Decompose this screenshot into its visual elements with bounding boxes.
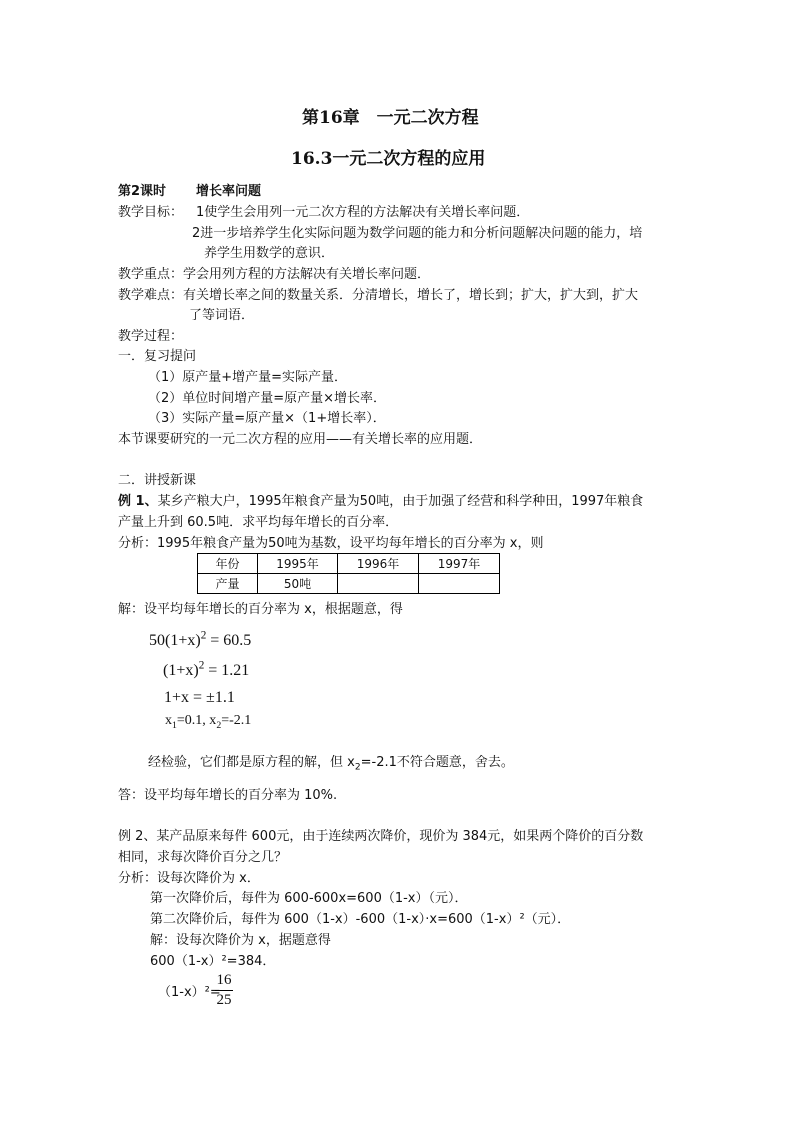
table-cell: 50吨 bbox=[258, 574, 338, 594]
table-cell bbox=[419, 574, 500, 594]
example1-line2: 产量上升到 60.5吨．求平均每年增长的百分率． bbox=[118, 515, 399, 530]
difficulty-cont: 了等词语． bbox=[189, 308, 255, 323]
table-cell: 年份 bbox=[198, 554, 258, 574]
equation-4: $x_1=0.1$, $x_2=-2.1$ bbox=[165, 713, 252, 731]
lesson-topic: 增长率问题 bbox=[196, 184, 262, 199]
key-point: 教学重点：学会用列方程的方法解决有关增长率问题． bbox=[118, 267, 431, 282]
example2-solution: 解：设每次降价为 x，据题意得 bbox=[150, 933, 331, 948]
example1-check: 经检验，它们都是原方程的解，但 $x_2=-2.1$不符合题意，舍去。 bbox=[148, 755, 514, 773]
table-cell: 1996年 bbox=[338, 554, 419, 574]
lesson-label: 第2课时 bbox=[118, 184, 167, 199]
fraction-bar bbox=[215, 990, 233, 991]
equation-1: $50(1+x)^2 = 60.5$ bbox=[149, 629, 252, 649]
review-heading: 一．复习提问 bbox=[118, 349, 197, 364]
table-cell: 产量 bbox=[198, 574, 258, 594]
objective-item-1: 1使学生会用列一元二次方程的方法解决有关增长率问题． bbox=[196, 205, 530, 220]
chapter-title: 第16章 一元二次方程 bbox=[302, 108, 479, 128]
review-summary: 本节课要研究的一元二次方程的应用——有关增长率的应用题． bbox=[118, 432, 483, 447]
table-row bbox=[198, 554, 500, 574]
example2-line2: 相同，求每次降价百分之几？ bbox=[118, 850, 288, 865]
example1-analysis: 分析：1995年粮食产量为50吨为基数，设平均每年增长的百分率为 x，则 bbox=[118, 536, 544, 551]
example1-label: 例 1、 bbox=[118, 494, 158, 509]
objectives-label: 教学目标： bbox=[118, 205, 184, 220]
table-cell: 1995年 bbox=[258, 554, 338, 574]
table-cell: 1997年 bbox=[419, 554, 500, 574]
fraction-numerator: 16 bbox=[216, 972, 232, 988]
example1-answer: 答：设平均每年增长的百分率为 10%. bbox=[118, 788, 338, 803]
example1-text: 某乡产粮大户，1995年粮食产量为50吨，由于加强了经营和科学种田，1997年粮食 bbox=[157, 494, 644, 509]
example2-step2: 第二次降价后，每件为 600（1-x）-600（1-x）·x=600（1-x）²（元）． bbox=[150, 912, 571, 927]
new-lesson-heading: 二．讲授新课 bbox=[118, 473, 197, 488]
example2-eq1: 600（1-x）²=384． bbox=[150, 954, 276, 969]
equation-3: 1+x = ±1.1 bbox=[164, 689, 235, 706]
example2-eq2-left: （1-x）²= bbox=[158, 985, 221, 1000]
table-row bbox=[198, 574, 500, 594]
fraction-denominator: 25 bbox=[216, 992, 232, 1008]
objective-item-2-cont: 养学生用数学的意识． bbox=[204, 246, 335, 261]
difficulty: 教学难点：有关增长率之间的数量关系．分清增长，增长了，增长到；扩大，扩大到，扩大 bbox=[118, 288, 639, 303]
equation-2: $(1+x)^2 = 1.21$ bbox=[163, 659, 250, 679]
table-cell bbox=[338, 574, 419, 594]
review-item-1: （1）原产量+增产量=实际产量． bbox=[148, 370, 348, 385]
growth-table bbox=[197, 553, 500, 594]
review-item-2: （2）单位时间增产量=原产量×增长率． bbox=[148, 391, 387, 406]
example2-analysis: 分析：设每次降价为 x． bbox=[118, 871, 260, 886]
fraction bbox=[215, 972, 233, 1009]
example2-step1: 第一次降价后，每件为 600-600x=600（1-x）（元）． bbox=[150, 891, 468, 906]
objective-item-2: 2进一步培养学生化实际问题为数学问题的能力和分析问题解决问题的能力，培 bbox=[192, 226, 643, 241]
example1-solution-intro: 解：设平均每年增长的百分率为 x，根据题意，得 bbox=[118, 602, 403, 617]
example2-line1: 例 2、某产品原来每件 600元，由于连续两次降价，现价为 384元，如果两个降价的百分数 bbox=[118, 829, 644, 844]
review-item-3: （3）实际产量=原产量×（1+增长率）． bbox=[148, 411, 386, 426]
example1-line1 bbox=[118, 495, 643, 508]
process-label: 教学过程： bbox=[118, 329, 184, 344]
section-title: 16.3一元二次方程的应用 bbox=[291, 149, 486, 169]
